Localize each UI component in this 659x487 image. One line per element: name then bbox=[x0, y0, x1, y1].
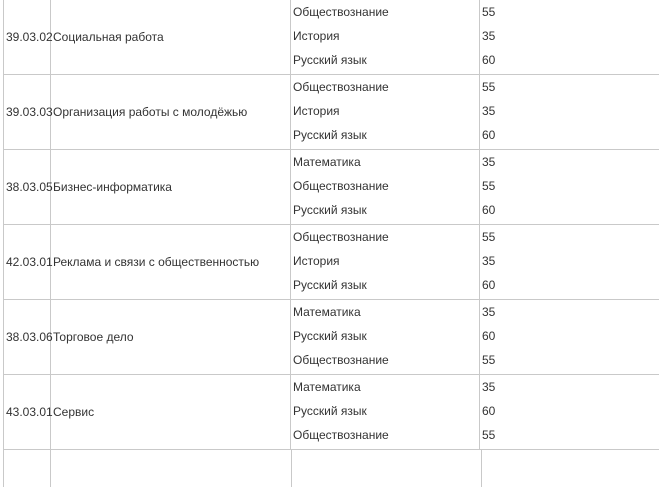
program-code: 38.03.05 bbox=[4, 150, 51, 225]
subject-name: Русский язык bbox=[293, 128, 367, 142]
subject-name: Русский язык bbox=[293, 278, 367, 292]
subjects-cell bbox=[291, 225, 480, 300]
program-code: 43.03.01 bbox=[4, 375, 51, 450]
subject-name: Математика bbox=[293, 380, 361, 394]
subjects-cell bbox=[291, 75, 480, 150]
min-score: 35 bbox=[482, 29, 496, 43]
subject-name: Обществознание bbox=[293, 353, 389, 367]
min-score: 60 bbox=[482, 53, 496, 67]
programs-table-body bbox=[4, 0, 659, 450]
min-score: 60 bbox=[482, 404, 496, 418]
min-score: 55 bbox=[482, 230, 496, 244]
min-score: 60 bbox=[482, 278, 496, 292]
subject-name: Обществознание bbox=[293, 5, 389, 19]
program-name: Реклама и связи с общественностью bbox=[51, 225, 291, 300]
min-score: 60 bbox=[482, 203, 496, 217]
programs-table bbox=[3, 0, 659, 450]
subject-name: Русский язык bbox=[293, 203, 367, 217]
program-name: Торговое дело bbox=[51, 300, 291, 375]
column-divider bbox=[481, 450, 482, 487]
subject-name: Математика bbox=[293, 305, 361, 319]
subject-name: История bbox=[293, 29, 340, 43]
program-code: 39.03.02 bbox=[4, 0, 51, 75]
min-score: 60 bbox=[482, 128, 496, 142]
table-row bbox=[4, 375, 659, 450]
scores-cell bbox=[480, 150, 659, 225]
min-score: 55 bbox=[482, 5, 496, 19]
table-row bbox=[4, 300, 659, 375]
scores-cell bbox=[480, 225, 659, 300]
scores-cell bbox=[480, 75, 659, 150]
subjects-cell bbox=[291, 375, 480, 450]
program-name: Бизнес-информатика bbox=[51, 150, 291, 225]
subject-name: Обществознание bbox=[293, 428, 389, 442]
table-row bbox=[4, 225, 659, 300]
min-score: 60 bbox=[482, 329, 496, 343]
subject-name: Обществознание bbox=[293, 230, 389, 244]
table-continuation bbox=[3, 450, 659, 487]
subject-name: Русский язык bbox=[293, 329, 367, 343]
min-score: 55 bbox=[482, 80, 496, 94]
program-code: 39.03.03 bbox=[4, 75, 51, 150]
program-name: Организация работы с молодёжью bbox=[51, 75, 291, 150]
subjects-cell bbox=[291, 300, 480, 375]
table-row bbox=[4, 75, 659, 150]
table-row bbox=[4, 150, 659, 225]
min-score: 35 bbox=[482, 104, 496, 118]
min-score: 55 bbox=[482, 428, 496, 442]
column-divider bbox=[50, 450, 51, 487]
min-score: 35 bbox=[482, 305, 496, 319]
scores-cell bbox=[480, 375, 659, 450]
min-score: 35 bbox=[482, 380, 496, 394]
column-divider bbox=[291, 450, 292, 487]
subject-name: Обществознание bbox=[293, 179, 389, 193]
subject-name: Математика bbox=[293, 155, 361, 169]
min-score: 35 bbox=[482, 254, 496, 268]
subject-name: История bbox=[293, 254, 340, 268]
subject-name: Русский язык bbox=[293, 404, 367, 418]
program-code: 38.03.06 bbox=[4, 300, 51, 375]
program-name: Сервис bbox=[51, 375, 291, 450]
subject-name: Русский язык bbox=[293, 53, 367, 67]
scores-cell bbox=[480, 300, 659, 375]
table-row bbox=[4, 0, 659, 75]
subject-name: Обществознание bbox=[293, 80, 389, 94]
program-code: 42.03.01 bbox=[4, 225, 51, 300]
subject-name: История bbox=[293, 104, 340, 118]
subjects-cell bbox=[291, 0, 480, 75]
scores-cell bbox=[480, 0, 659, 75]
subjects-cell bbox=[291, 150, 480, 225]
min-score: 55 bbox=[482, 179, 496, 193]
column-divider bbox=[3, 450, 4, 487]
program-name: Социальная работа bbox=[51, 0, 291, 75]
min-score: 35 bbox=[482, 155, 496, 169]
min-score: 55 bbox=[482, 353, 496, 367]
